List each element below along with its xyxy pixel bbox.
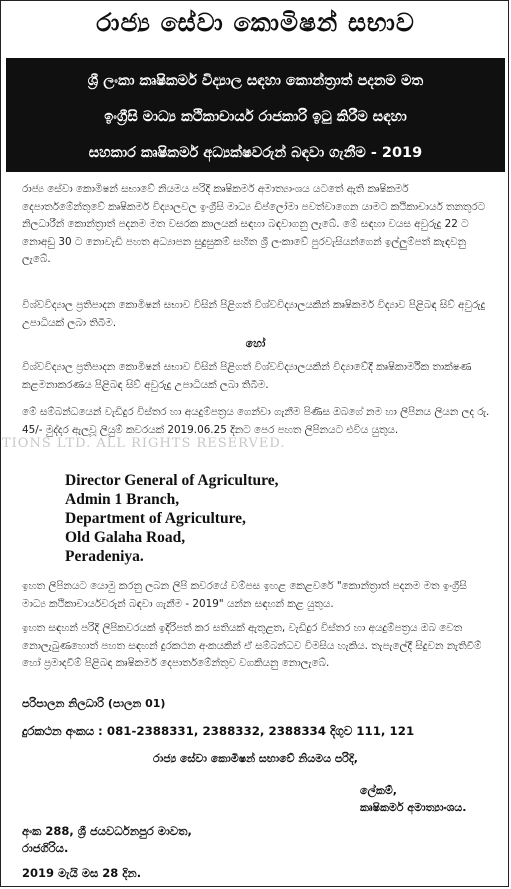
qualification-2: විශ්වවිද්‍යාල ප්‍රතිපාදන කොමිෂන් සභාව විසින් පිළිගත් විශ්වවිද්‍යාලයකින් විද්‍යාවේදී කෘෂිකාර්මික තාක්ෂණ කළමනාකරණය පිළිබඳ සිව් අවුරුදු උපාධියක් ලබා තිබීම. (22, 361, 472, 391)
address-line: Admin 1 Branch, (65, 491, 180, 508)
secretary-line: ලේකම්, (360, 784, 397, 797)
signer-title: පරිපාලන නිලධාරි (පාලන 01) (22, 697, 166, 710)
or-separator: හෝ (245, 337, 266, 350)
ministry-address (22, 823, 192, 857)
application-instructions: මේ සම්බන්ධයෙන් වැඩිදුර විස්තර හා අයදුම්පත්‍රය ගෙන්වා ගැනීම පිණිස ඔබගේ නම හා ලිපිනය ලියන ලද රු. 45/- මුද්දර ඇලවූ ලියුම් කවරයක් 2019.06.25 දිනට පෙර පහත ලිපිනයට එවිය යුතුය. (22, 406, 490, 436)
copyright-watermark: TIONS LTD. ALL RIGHTS RESERVED. (2, 436, 286, 451)
address-line: Department of Agriculture, (65, 510, 246, 527)
qualification-1: විශ්වවිද්‍යාල ප්‍රතිපාදන කොමිෂන් සභාව විසින් පිළිගත් විශ්වවිද්‍යාලයකින් කෘෂිකර්ම විද්‍යාව පිළිබඳ සිව් අවුරුදු උපාධියක් ලබා තිබීම. (22, 299, 486, 329)
phone-numbers: දුරකථන අංකය : 081-2388331, 2388332, 2388334 දිගුව 111, 121 (22, 724, 415, 738)
secretary-line: කෘෂිකර්ම අමාත්‍යාංශය. (360, 801, 467, 814)
banner-line-1: ශ්‍රී ලංකා කෘෂිකර්ම විද්‍යාල සඳහා කොන්ත්‍රාත් පදනම මත (87, 73, 424, 89)
secretary-block (360, 782, 466, 816)
title-banner (6, 58, 505, 172)
commission-order: රාජ්‍ය සේවා කොමිෂන් සභාවේ නියමය පරිදි, (153, 752, 358, 765)
ministry-address-line: අංක 288, ශ්‍රී ජයවර්ධනපුර මාවත, (22, 824, 192, 838)
banner-line-3: සහකාර කෘෂිකර්ම අධ්‍යක්ෂවරුන් බඳවා ගැනීම - 2019 (88, 145, 423, 161)
envelope-instructions: ඉහත ලිපිනයට යොමු කරනු ලබන ලිපි කවරයේ වම්පස ඉහළ කෙළවරේ "කොන්ත්‍රාත් පදනම මත ඉංග්‍රීසි මාධ්‍ය කථිකාචාර්යවරුන් බඳවා ගැනීම - 2019" යන්න සඳහන් කළ යුතුය. (22, 580, 467, 610)
address-line: Old Galaha Road, (65, 529, 186, 546)
notice-date: 2019 මැයි මස 28 දින. (22, 866, 142, 880)
banner-line-2: ඉංග්‍රීසි මාධ්‍ය කථිකාචාර්ය රාජකාරි ඉටු කිරීම සඳහා (104, 109, 407, 125)
notice-title: රාජ්‍ය සේවා කොමිෂන් සභාව (96, 8, 415, 37)
intro-paragraph: රාජ්‍ය සේවා කොමිෂන් සභාවේ නියමය පරිදි කෘෂිකර්ම අමාත්‍යාංශය යටතේ ඇති කෘෂිකර්ම දෙපාර්තමේන්තුවේ කෘෂිකර්ම විද්‍යාලවල ඉංග්‍රීසි මාධ්‍ය ඩිප්ලෝමා පවත්වාගෙන යාමට කථිකාචාර්ය තනතුරට නිලධාරීන් කොන්ත්‍රාත් පදනම මත වසරක කාලයක් සඳහා බඳවාගනු ලැබේ. මේ සඳහා වයස අවුරුදු 22 ට නොඅඩු 30 ට නොවැඩි පහත අධ්‍යාපන සුදුසුකම් සහිත ශ්‍රී ලංකාවේ පුරවැසියන්ගෙන් ඉල්ලුම්පත් කැඳවනු ලැබේ. (22, 183, 486, 265)
address-line: Director General of Agriculture, (65, 472, 279, 489)
ministry-address-line: රාජගිරිය. (22, 841, 69, 855)
address-line: Peradeniya. (65, 548, 144, 565)
postal-address (65, 471, 279, 566)
inquiry-paragraph: ඉහත සඳහන් පරිදි ලිපිකවරයක් ඉදිරිපත් කර සතියක් ඇතුළත, වැඩිදුර විස්තර හා අයදුම්පත්‍රය ඔබ වෙත නොලැබුණහොත් පහත සඳහන් දුරකථන අංකයකින් ඒ සම්බන්ධව විමසිය හැකිය. තැපැලේදී සිදුවන නැතිවීම් හෝ ප්‍රමාදවීම් පිළිබඳ කෘෂිකර්ම දෙපාර්තමේන්තුව වගකියනු නොලැබේ. (22, 622, 482, 669)
